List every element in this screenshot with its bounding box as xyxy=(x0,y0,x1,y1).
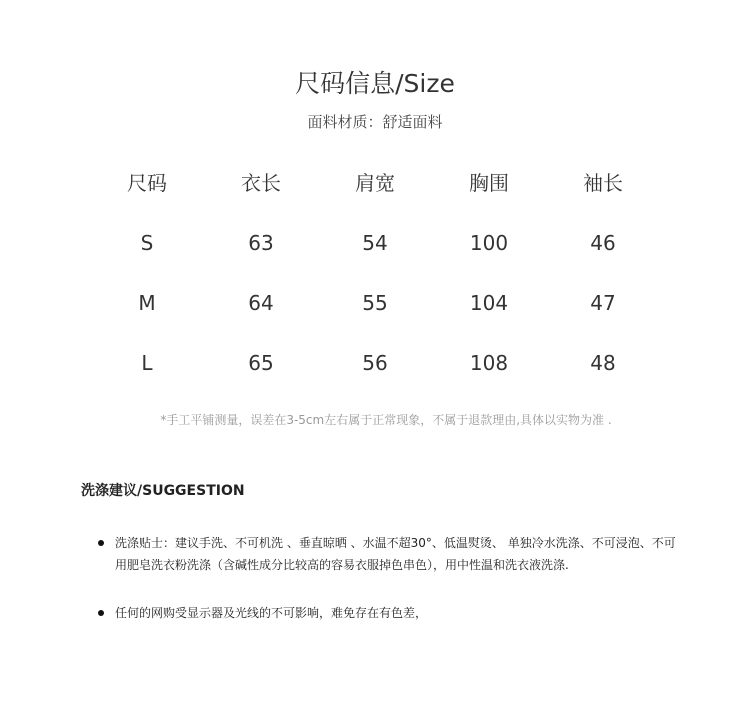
table-cell: 55 xyxy=(362,291,388,315)
measurement-note: *手工平铺测量，误差在3-5cm左右属于正常现象，不属于退款理由,具体以实物为准 . xyxy=(160,413,612,427)
table-cell: 108 xyxy=(469,351,509,375)
header-chest: 胸围 xyxy=(469,171,509,195)
header-size: 尺码 xyxy=(127,171,167,195)
list-item xyxy=(98,532,678,576)
table-cell: 48 xyxy=(590,351,616,375)
header-sleeve: 袖长 xyxy=(583,171,623,195)
size-table-header-row xyxy=(90,160,660,220)
table-cell: 65 xyxy=(248,351,274,375)
table-cell: 56 xyxy=(362,351,388,375)
fabric-subtitle: 面料材质：舒适面料 xyxy=(307,113,443,131)
size-table-row xyxy=(90,340,660,400)
table-cell: M xyxy=(138,291,156,315)
table-cell: 47 xyxy=(590,291,616,315)
suggestion-text: 任何的网购受显示器及光线的不可影响，难免存在有色差， xyxy=(115,606,428,620)
table-cell: 100 xyxy=(469,231,509,255)
suggestion-list xyxy=(98,532,678,624)
header-shoulder: 肩宽 xyxy=(355,171,395,195)
page-title: 尺码信息/Size xyxy=(295,69,455,98)
table-cell: 46 xyxy=(590,231,616,255)
table-cell: 64 xyxy=(248,291,274,315)
list-item xyxy=(98,602,678,624)
suggestion-heading: 洗涤建议/SUGGESTION xyxy=(81,483,245,499)
bullet-icon xyxy=(98,540,104,546)
table-cell: 63 xyxy=(248,231,274,255)
table-cell: S xyxy=(140,231,154,255)
table-cell: 104 xyxy=(469,291,509,315)
suggestion-text: 洗涤贴士：建议手洗、不可机洗 、垂直晾晒 、水温不超30°、低温熨烫、 单独冷水洗涤、不可浸泡、不可用肥皂洗衣粉洗涤（含碱性成分比较高的容易衣服掉色串色），用中性温和洗衣液洗涤. xyxy=(115,536,676,572)
size-table-row xyxy=(90,280,660,340)
header-length: 衣长 xyxy=(241,171,281,195)
table-cell: L xyxy=(141,351,153,375)
bullet-icon xyxy=(98,610,104,616)
size-table-row xyxy=(90,220,660,280)
table-cell: 54 xyxy=(362,231,388,255)
size-table xyxy=(90,160,660,400)
